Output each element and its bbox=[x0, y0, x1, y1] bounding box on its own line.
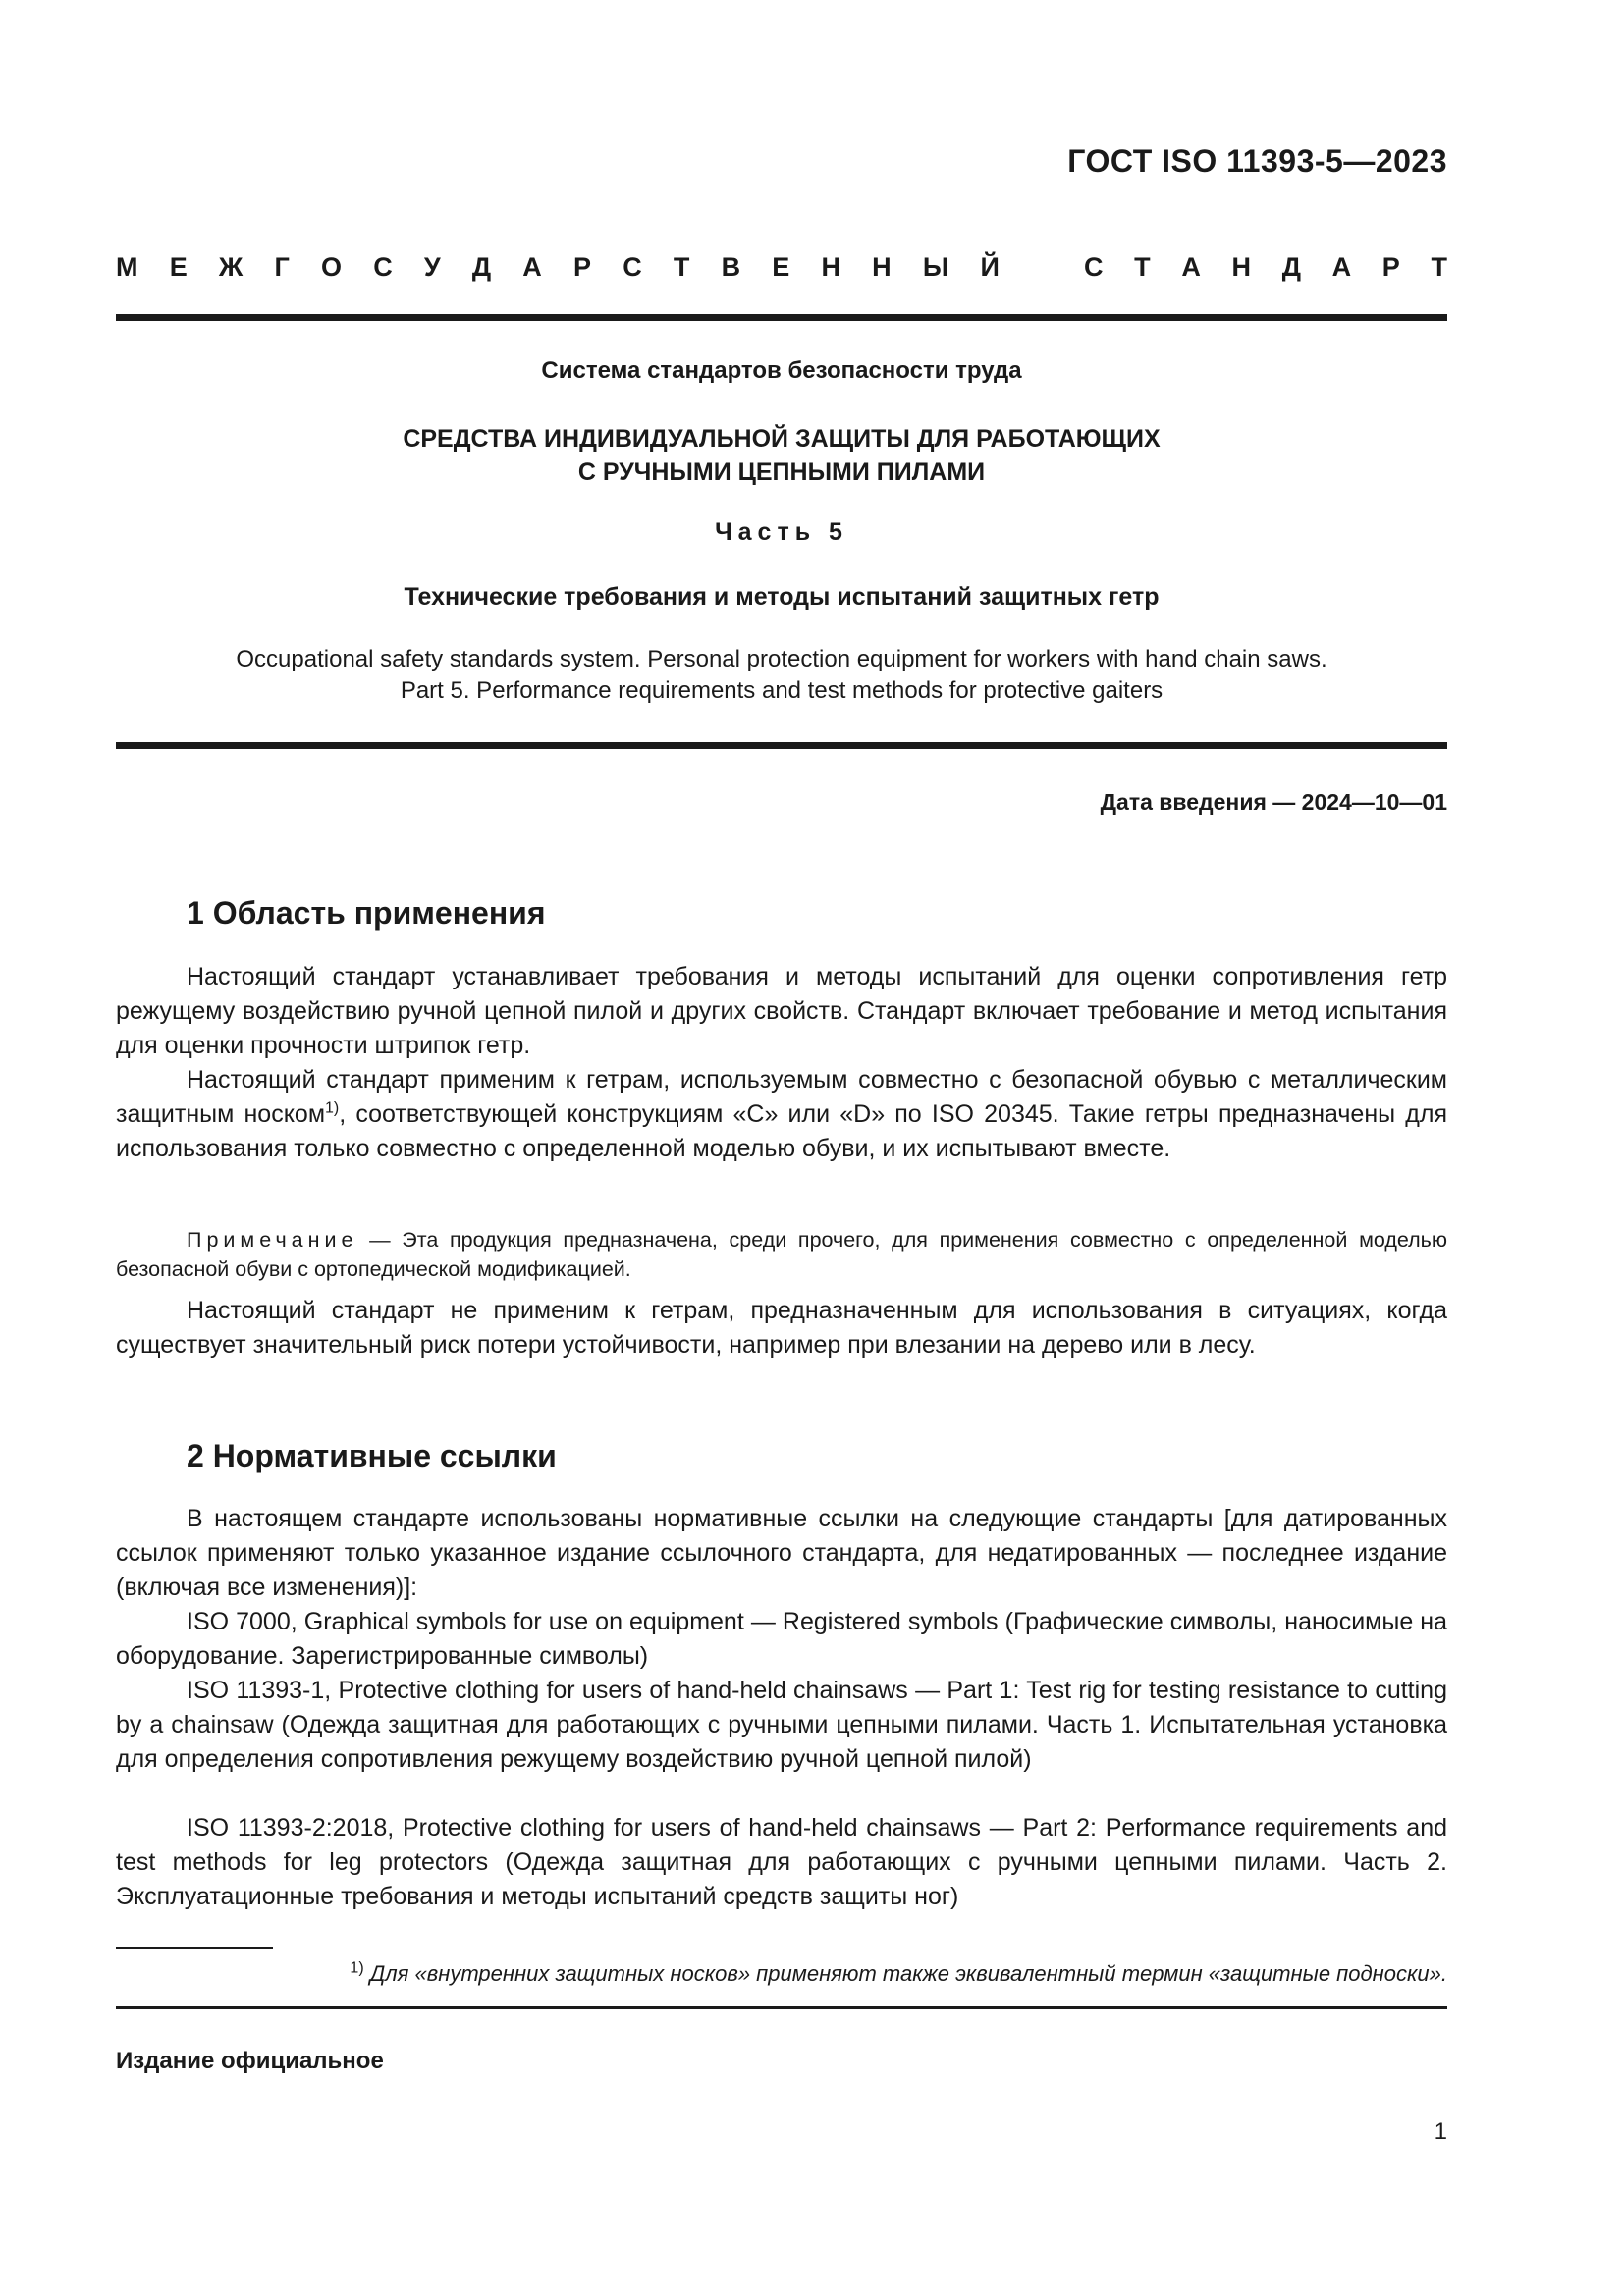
banner-letter: О bbox=[320, 252, 342, 282]
banner-word-standard bbox=[1084, 251, 1447, 283]
banner-letter: Р bbox=[1381, 252, 1400, 282]
title-block-bottom-rule bbox=[116, 742, 1447, 749]
footnote bbox=[116, 1959, 1447, 1989]
reference-iso-7000: ISO 7000, Graphical symbols for use on equipment — Registered symbols (Графические символы, наносимые на оборудование. Зарегистрированные символы) bbox=[116, 1608, 1447, 1670]
banner-letter: Н bbox=[821, 252, 840, 282]
footnote-reference: 1) bbox=[325, 1099, 340, 1117]
standard-type-banner bbox=[116, 251, 1447, 283]
note-label: Примечание bbox=[187, 1228, 358, 1252]
banner-letter: Т bbox=[1431, 252, 1447, 282]
section-1-note bbox=[116, 1225, 1447, 1284]
banner-letter: Ж bbox=[218, 252, 244, 282]
note-text: — Эта продукция предназначена, среди прочего, для применения совместно с определенной моделью безопасной обуви с ортопедической модификацией. bbox=[116, 1228, 1447, 1281]
document-title-line-2: С РУЧНЫМИ ЦЕПНЫМИ ПИЛАМИ bbox=[577, 458, 986, 486]
banner-letter: Т bbox=[673, 252, 690, 282]
introduction-date: Дата введения — 2024—10—01 bbox=[1100, 789, 1447, 815]
banner-letter: Н bbox=[872, 252, 892, 282]
standard-designation: ГОСТ ISO 11393-5—2023 bbox=[1067, 143, 1447, 179]
section-1-paragraph-2 bbox=[116, 1063, 1447, 1166]
banner-letter: Е bbox=[169, 252, 188, 282]
banner-letter: А bbox=[522, 252, 542, 282]
banner-letter: С bbox=[373, 252, 393, 282]
section-2-paragraph-1: В настоящем стандарте использованы нормативные ссылки на следующие стандарты [для датированных ссылок применяют только указанное издание ссылочного стандарта, для недатированных — последнее издание (включая все изменения)]: bbox=[116, 1505, 1447, 1601]
footnote-text: Для «внутренних защитных носков» применяют также эквивалентный термин «защитные подноски». bbox=[363, 1961, 1447, 1986]
english-title-line-2: Part 5. Performance requirements and test methods for protective gaiters bbox=[400, 677, 1164, 704]
banner-letter: В bbox=[721, 252, 741, 282]
banner-letter: Е bbox=[772, 252, 790, 282]
banner-letter: М bbox=[116, 252, 138, 282]
section-1-paragraph-3: Настоящий стандарт не применим к гетрам, предназначенным для использования в ситуациях, когда существует значительный риск потери устойчивости, например при влезании на дерево или в лесу. bbox=[116, 1297, 1447, 1359]
banner-letter: Д bbox=[1281, 252, 1301, 282]
reference-iso-11393-1: ISO 11393-1, Protective clothing for users of hand-held chainsaws — Part 1: Test rig for testing resistance to cutting by a chainsaw (Одежда защитная для работающих с ручными цепными пилами. Часть 1. Испытательная установка для определения сопротивления режущему воздействию ручной цепной пилой) bbox=[116, 1677, 1447, 1773]
section-1-paragraph-2-text-a: Настоящий стандарт применим к гетрам, используемым совместно с безопасной обувью с металлическим защитным носком bbox=[116, 1066, 1447, 1128]
banner-letter: Р bbox=[572, 252, 591, 282]
part-label: Часть 5 bbox=[715, 518, 848, 546]
banner-letter: Й bbox=[980, 252, 1000, 282]
banner-letter: Т bbox=[1134, 252, 1151, 282]
banner-letter: С bbox=[623, 252, 642, 282]
document-title bbox=[116, 422, 1447, 489]
footnote-marker: 1) bbox=[350, 1959, 364, 1977]
reference-iso-11393-2: ISO 11393-2:2018, Protective clothing for users of hand-held chainsaws — Part 2: Performance requirements and test methods for leg protectors (Одежда защитная для работающих с ручными цепными пилами. Часть 2. Эксплуатационные требования и методы испытаний средств защиты ног) bbox=[116, 1814, 1447, 1910]
footer-rule bbox=[116, 2006, 1447, 2009]
banner-letter: Д bbox=[471, 252, 492, 282]
page-number: 1 bbox=[1434, 2118, 1447, 2145]
section-1-paragraph-2-text-b: , соответствующей конструкциям «С» или «D» по ISO 20345. Такие гетры предназначены для использования только совместно с определенной моделью обуви, и их испытывают вместе. bbox=[116, 1100, 1447, 1162]
banner-letter: У bbox=[423, 252, 441, 282]
english-title bbox=[116, 644, 1447, 707]
section-2-heading: 2 Нормативные ссылки bbox=[187, 1438, 557, 1473]
top-rule bbox=[116, 314, 1447, 321]
document-title-line-1: СРЕДСТВА ИНДИВИДУАЛЬНОЙ ЗАЩИТЫ ДЛЯ РАБОТАЮЩИХ bbox=[403, 425, 1161, 453]
banner-letter: А bbox=[1181, 252, 1201, 282]
section-1-heading: 1 Область применения bbox=[187, 895, 546, 931]
english-title-line-1: Occupational safety standards system. Personal protection equipment for workers with hand chain saws. bbox=[236, 646, 1327, 672]
official-edition-label: Издание официальное bbox=[116, 2048, 384, 2074]
banner-letter: С bbox=[1084, 252, 1104, 282]
standards-system-title: Система стандартов безопасности труда bbox=[541, 357, 1022, 384]
banner-letter: Н bbox=[1231, 252, 1252, 282]
banner-letter: А bbox=[1331, 252, 1352, 282]
banner-letter: Ы bbox=[922, 252, 949, 282]
document-subtitle: Технические требования и методы испытаний защитных гетр bbox=[404, 583, 1160, 611]
section-1-paragraph-1: Настоящий стандарт устанавливает требования и методы испытаний для оценки сопротивления гетр режущему воздействию ручной цепной пилой и других свойств. Стандарт включает требование и метод испытания для оценки прочности штрипок гетр. bbox=[116, 963, 1447, 1059]
footnote-separator bbox=[116, 1947, 273, 1949]
banner-word-interstate bbox=[116, 251, 1000, 283]
banner-letter: Г bbox=[274, 252, 290, 282]
